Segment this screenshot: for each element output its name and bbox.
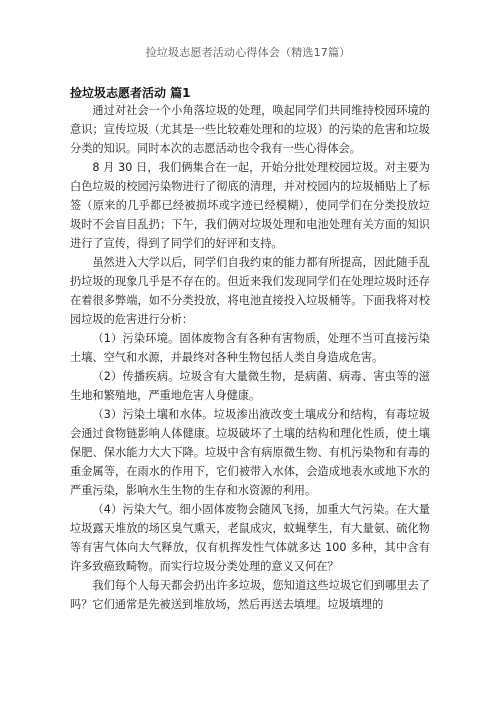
paragraph-intro: 通过对社会一个小角落垃圾的处理，唤起同学们共同维持校园环境的意识；宣传垃圾（尤其是一些比较难处理和的垃圾）的污染的危害和垃圾分类的知识。同时本次的志愿活动也令我有一些心得体会。: [70, 104, 430, 155]
paragraph-closing: 我们每个人每天都会扔出许多垃圾，您知道这些垃圾它们到哪里去了吗？它们通常是先被送到堆放场，然后再送去填埋。垃圾填埋的: [70, 579, 430, 611]
paragraph-analysis-intro: 虽然进入大学以后，同学们自我约束的能力都有所提高，因此随手乱扔垃圾的现象几乎是不存在的。但近来我们发现同学们在处理垃圾时还存在着很多弊端，如不分类投放，将电池直接投入垃圾桶等。下面我将对校园垃圾的危害进行分析：: [70, 256, 430, 326]
document-body: [70, 101, 430, 614]
paragraph-point-1: （1）污染环境。固体废物含有各种有害物质，处理不当可直接污染土壤、空气和水源，并最终对各种生物包括人类自身造成危害。: [70, 332, 430, 364]
paragraph-point-3: （3）污染土壤和水体。垃圾渗出液改变土壤成分和结构，有毒垃圾会通过食物链影响人体健康。垃圾破坏了土壤的结构和理化性质，使土壤保肥、保水能力大大下降。垃圾中含有病原微生物、有机污染物和有毒的重金属等，在雨水的作用下，它们被带入水体，会造成地表水或地下水的严重污染，影响水生生物的生存和水资源的利用。: [70, 408, 430, 497]
paragraph-point-4: （4）污染大气。细小固体废物会随风飞扬，加重大气污染。在大量垃圾露天堆放的场区臭气熏天，老鼠成灾，蚊蝇孳生，有大量氨、硫化物等有害气体向大气释放，仅有机挥发性气体就多达 100 多种，其中含有许多致癌致畸物。而实行垃圾分类处理的意义又何在？: [70, 503, 430, 573]
paragraph-point-2: （2）传播疾病。垃圾含有大量微生物，是病菌、病毒、害虫等的滋生地和繁殖地，严重地危害人身健康。: [70, 370, 430, 402]
document-title: 捡垃圾志愿者活动心得体会（精选17篇）: [145, 46, 351, 59]
paragraph-activity: 8 月 30 日，我们俩集合在一起，开始分批处理校园垃圾。对主要为白色垃圾的校园污染物进行了彻底的清理，并对校园内的垃圾桶贴上了标签（原来的几乎都已经被损坏或字迹已经模糊），使同学们在分类投放垃圾时不会盲目乱扔；下午，我们俩对垃圾处理和电池处理有关方面的知识进行了宣传，得到了同学们的好评和支持。: [70, 161, 430, 250]
section-heading: 捡垃圾志愿者活动 篇1: [70, 86, 191, 100]
